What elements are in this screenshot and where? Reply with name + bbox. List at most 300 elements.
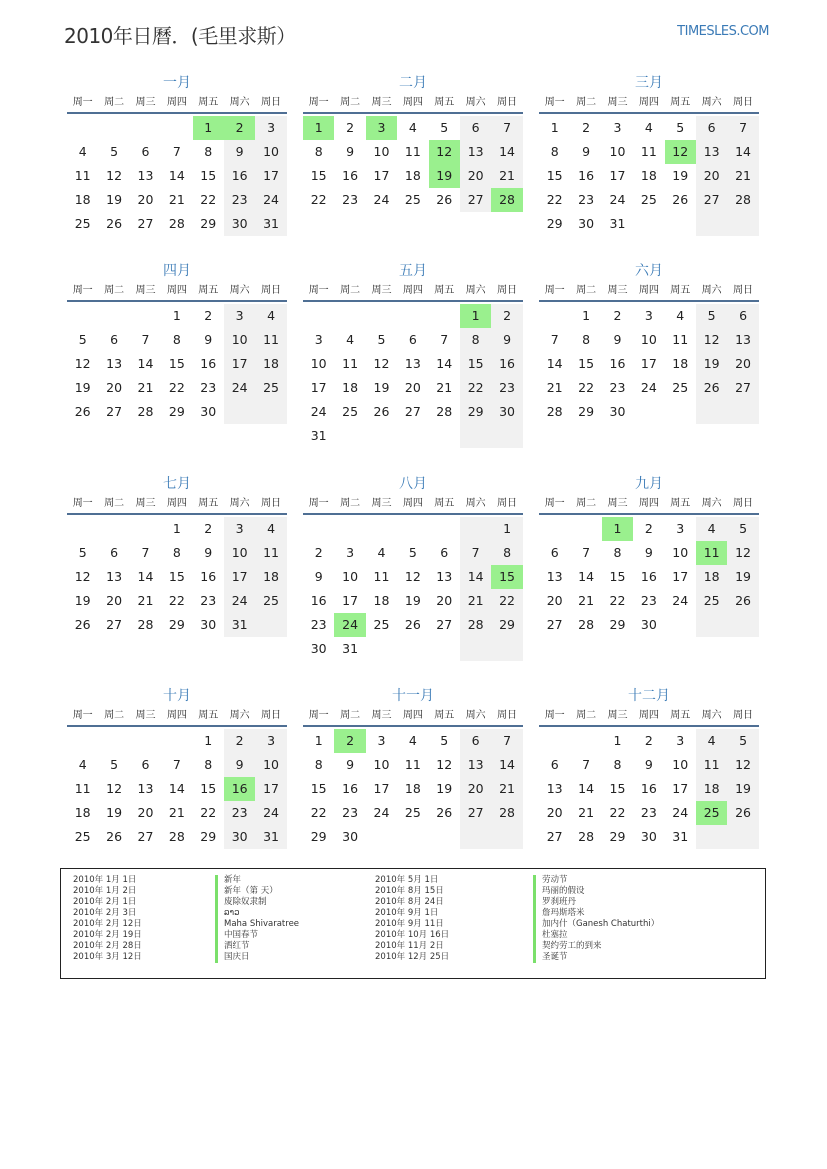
weekday-label: 周一 <box>72 498 93 509</box>
day-cell: 22 <box>200 192 217 207</box>
day-cell: 7 <box>460 541 491 565</box>
day-cell: 22 <box>491 589 522 613</box>
holiday-date: 2010年 1月 1日 <box>73 875 137 885</box>
weekday-label: 周六 <box>465 285 486 296</box>
empty-day-cell <box>696 825 727 849</box>
day-cell: 8 <box>613 545 622 560</box>
day-cell: 27 <box>137 216 154 231</box>
day-cell: 24 <box>672 593 689 608</box>
empty-day-cell <box>366 424 397 448</box>
day-grid <box>303 517 523 661</box>
day-cell: 12 <box>404 569 421 584</box>
month-calendar <box>539 72 759 236</box>
empty-day-cell <box>397 424 428 448</box>
weekday-label: 周日 <box>261 498 282 509</box>
month-name: 八月 <box>399 476 427 492</box>
day-cell: 8 <box>582 332 591 347</box>
weekday-label: 周四 <box>166 97 187 108</box>
weekday-header <box>303 94 523 114</box>
day-cell: 6 <box>550 545 559 560</box>
holiday-date: 2010年 11月 2日 <box>375 941 444 951</box>
day-cell: 28 <box>168 216 185 231</box>
day-cell: 26 <box>106 216 123 231</box>
month-calendar <box>303 72 523 212</box>
empty-day-cell <box>161 116 192 140</box>
day-cell: 25 <box>255 376 286 400</box>
day-cell: 27 <box>460 188 491 212</box>
empty-day-cell <box>255 613 286 637</box>
weekday-label: 周一 <box>544 498 565 509</box>
day-cell: 13 <box>546 781 563 796</box>
day-cell: 30 <box>200 617 217 632</box>
day-cell: 22 <box>546 192 563 207</box>
empty-day-cell <box>67 517 98 541</box>
day-cell: 17 <box>373 168 390 183</box>
holiday-date: 2010年 5月 1日 <box>375 875 439 885</box>
day-grid <box>303 116 523 212</box>
day-cell: 19 <box>727 777 758 801</box>
day-cell: 27 <box>546 829 563 844</box>
day-cell: 16 <box>342 781 359 796</box>
day-cell: 10 <box>672 757 689 772</box>
day-cell: 3 <box>255 116 286 140</box>
day-cell: 23 <box>640 593 657 608</box>
day-cell: 14 <box>546 356 563 371</box>
day-cell: 24 <box>609 192 626 207</box>
day-cell: 17 <box>672 781 689 796</box>
day-cell: 20 <box>436 593 453 608</box>
weekday-label: 周五 <box>670 710 691 721</box>
day-cell: 20 <box>404 380 421 395</box>
day-cell: 19 <box>74 380 91 395</box>
day-cell: 26 <box>74 617 91 632</box>
day-cell: 21 <box>578 593 595 608</box>
weekday-label: 周一 <box>544 710 565 721</box>
day-cell: 29 <box>168 404 185 419</box>
holiday-name: 加内什（Ganesh Chaturthi） <box>533 919 659 930</box>
holiday-date: 2010年 9月 11日 <box>375 919 444 929</box>
holiday-name: 契约劳工的到来 <box>533 941 659 952</box>
day-cell: 5 <box>676 120 685 135</box>
day-cell: 19 <box>404 593 421 608</box>
empty-day-cell <box>429 304 460 328</box>
day-cell: 24 <box>672 805 689 820</box>
holiday-name: 废除奴隶制 <box>215 897 299 908</box>
holiday-names-col-1 <box>215 875 299 963</box>
day-cell: 23 <box>310 617 327 632</box>
weekday-label: 周四 <box>402 710 423 721</box>
site-link[interactable]: TIMESLES.COM <box>677 24 769 39</box>
day-cell: 20 <box>727 352 758 376</box>
day-cell: 16 <box>200 569 217 584</box>
empty-day-cell <box>665 212 696 236</box>
weekday-label: 周五 <box>198 285 219 296</box>
day-cell: 7 <box>491 729 522 753</box>
day-cell: 24 <box>255 188 286 212</box>
weekday-label: 周一 <box>308 285 329 296</box>
day-cell: 30 <box>310 641 327 656</box>
month-calendar <box>539 685 759 849</box>
empty-day-cell <box>98 116 129 140</box>
weekday-label: 周日 <box>261 97 282 108</box>
day-cell: 8 <box>204 757 213 772</box>
weekday-label: 周六 <box>229 285 250 296</box>
day-grid <box>539 116 759 236</box>
day-cell: 15 <box>168 356 185 371</box>
day-cell: 18 <box>74 805 91 820</box>
day-cell: 13 <box>404 356 421 371</box>
holiday-date: 2010年 2月 19日 <box>73 930 142 940</box>
day-cell: 14 <box>137 356 154 371</box>
day-cell: 4 <box>408 733 417 748</box>
weekday-label: 周一 <box>308 498 329 509</box>
holiday-day-cell: 1 <box>303 116 334 140</box>
day-cell: 18 <box>255 352 286 376</box>
weekday-label: 周五 <box>670 498 691 509</box>
day-cell: 3 <box>676 733 685 748</box>
day-cell: 18 <box>640 168 657 183</box>
day-cell: 26 <box>436 192 453 207</box>
holiday-name: 杜塞拉 <box>533 930 659 941</box>
day-cell: 3 <box>676 521 685 536</box>
day-cell: 18 <box>404 781 421 796</box>
day-cell: 21 <box>578 805 595 820</box>
holiday-date: 2010年 9月 1日 <box>375 908 439 918</box>
day-cell: 18 <box>696 777 727 801</box>
weekday-header <box>303 707 523 727</box>
day-cell: 29 <box>310 829 327 844</box>
day-grid <box>303 729 523 849</box>
day-grid <box>67 116 287 236</box>
day-cell: 17 <box>255 164 286 188</box>
day-cell: 14 <box>168 168 185 183</box>
day-cell: 17 <box>672 569 689 584</box>
holiday-name: 新年 <box>215 875 299 886</box>
day-cell: 14 <box>491 753 522 777</box>
day-cell: 1 <box>204 733 213 748</box>
day-cell: 5 <box>696 304 727 328</box>
day-cell: 15 <box>310 781 327 796</box>
empty-day-cell <box>130 116 161 140</box>
day-cell: 5 <box>110 757 119 772</box>
day-cell: 23 <box>342 805 359 820</box>
holiday-name: 罗刹班丹 <box>533 897 659 908</box>
day-cell: 9 <box>644 545 653 560</box>
weekday-label: 周三 <box>135 97 156 108</box>
day-cell: 19 <box>696 352 727 376</box>
empty-day-cell <box>429 637 460 661</box>
day-grid <box>67 517 287 637</box>
day-cell: 17 <box>224 565 255 589</box>
day-cell: 29 <box>546 216 563 231</box>
month-calendar <box>303 685 523 849</box>
day-cell: 29 <box>200 829 217 844</box>
day-cell: 6 <box>141 144 150 159</box>
day-cell: 31 <box>224 613 255 637</box>
day-cell: 30 <box>224 212 255 236</box>
day-cell: 18 <box>404 168 421 183</box>
month-name: 十二月 <box>628 688 670 704</box>
day-cell: 27 <box>436 617 453 632</box>
day-cell: 9 <box>644 757 653 772</box>
day-cell: 8 <box>460 328 491 352</box>
holiday-day-cell: 11 <box>696 541 727 565</box>
day-cell: 24 <box>640 380 657 395</box>
weekday-label: 周一 <box>72 97 93 108</box>
day-cell: 26 <box>696 376 727 400</box>
day-cell: 19 <box>373 380 390 395</box>
empty-day-cell <box>460 424 491 448</box>
day-cell: 11 <box>672 332 689 347</box>
empty-day-cell <box>397 637 428 661</box>
day-cell: 4 <box>408 120 417 135</box>
month-name: 二月 <box>399 75 427 91</box>
day-cell: 29 <box>609 829 626 844</box>
weekday-label: 周六 <box>701 285 722 296</box>
empty-day-cell <box>67 729 98 753</box>
empty-day-cell <box>460 517 491 541</box>
day-cell: 16 <box>342 168 359 183</box>
holiday-name: 玛丽的假设 <box>533 886 659 897</box>
day-cell: 21 <box>727 164 758 188</box>
day-cell: 5 <box>377 332 386 347</box>
day-cell: 31 <box>672 829 689 844</box>
empty-day-cell <box>460 825 491 849</box>
empty-day-cell <box>696 400 727 424</box>
holiday-name: ລາວ <box>215 908 299 919</box>
day-cell: 28 <box>436 404 453 419</box>
day-cell: 2 <box>314 545 323 560</box>
weekday-header <box>303 282 523 302</box>
weekday-label: 周一 <box>308 97 329 108</box>
day-cell: 18 <box>672 356 689 371</box>
day-cell: 19 <box>672 168 689 183</box>
day-cell: 4 <box>346 332 355 347</box>
empty-day-cell <box>130 729 161 753</box>
weekday-label: 周三 <box>371 498 392 509</box>
day-cell: 25 <box>404 192 421 207</box>
holiday-name: 中国春节 <box>215 930 299 941</box>
day-cell: 15 <box>200 781 217 796</box>
day-cell: 7 <box>550 332 559 347</box>
day-cell: 8 <box>204 144 213 159</box>
day-cell: 19 <box>436 781 453 796</box>
weekday-label: 周二 <box>576 285 597 296</box>
day-cell: 24 <box>373 805 390 820</box>
day-cell: 23 <box>640 805 657 820</box>
weekday-label: 周五 <box>670 97 691 108</box>
day-cell: 14 <box>578 781 595 796</box>
empty-day-cell <box>130 304 161 328</box>
empty-day-cell <box>255 400 286 424</box>
day-cell: 11 <box>74 168 91 183</box>
weekday-header <box>67 495 287 515</box>
day-cell: 15 <box>168 569 185 584</box>
day-cell: 5 <box>408 545 417 560</box>
day-cell: 8 <box>491 541 522 565</box>
day-cell: 23 <box>491 376 522 400</box>
day-cell: 1 <box>613 733 622 748</box>
day-cell: 8 <box>172 332 181 347</box>
empty-day-cell <box>727 613 758 637</box>
holiday-day-cell: 2 <box>334 729 365 753</box>
day-cell: 8 <box>314 757 323 772</box>
day-cell: 13 <box>460 140 491 164</box>
day-cell: 30 <box>578 216 595 231</box>
day-cell: 13 <box>460 753 491 777</box>
month-name: 六月 <box>635 263 663 279</box>
day-cell: 3 <box>613 120 622 135</box>
day-cell: 17 <box>609 168 626 183</box>
day-cell: 29 <box>578 404 595 419</box>
day-cell: 4 <box>377 545 386 560</box>
day-cell: 11 <box>342 356 359 371</box>
month-calendar <box>303 260 523 448</box>
day-cell: 13 <box>137 168 154 183</box>
weekday-label: 周三 <box>371 710 392 721</box>
weekday-label: 周二 <box>104 285 125 296</box>
day-cell: 21 <box>546 380 563 395</box>
day-cell: 24 <box>224 376 255 400</box>
weekday-label: 周日 <box>497 710 518 721</box>
day-cell: 6 <box>110 545 119 560</box>
day-cell: 8 <box>613 757 622 772</box>
holiday-date: 2010年 2月 1日 <box>73 897 137 907</box>
day-cell: 20 <box>696 164 727 188</box>
weekday-label: 周五 <box>670 285 691 296</box>
day-cell: 14 <box>137 569 154 584</box>
day-cell: 28 <box>491 801 522 825</box>
weekday-label: 周二 <box>104 97 125 108</box>
day-cell: 15 <box>460 352 491 376</box>
day-cell: 16 <box>310 593 327 608</box>
day-cell: 5 <box>78 545 87 560</box>
empty-day-cell <box>429 517 460 541</box>
day-cell: 2 <box>491 304 522 328</box>
day-cell: 6 <box>550 757 559 772</box>
weekday-label: 周一 <box>72 285 93 296</box>
day-grid <box>67 729 287 849</box>
day-cell: 23 <box>609 380 626 395</box>
weekday-label: 周三 <box>135 710 156 721</box>
day-cell: 10 <box>255 753 286 777</box>
day-cell: 28 <box>137 617 154 632</box>
day-cell: 8 <box>172 545 181 560</box>
day-cell: 14 <box>491 140 522 164</box>
weekday-label: 周日 <box>261 710 282 721</box>
day-grid <box>539 729 759 849</box>
empty-day-cell <box>570 517 601 541</box>
day-cell: 2 <box>224 729 255 753</box>
day-cell: 30 <box>342 829 359 844</box>
day-cell: 12 <box>106 781 123 796</box>
day-cell: 7 <box>172 144 181 159</box>
day-cell: 19 <box>106 192 123 207</box>
day-cell: 21 <box>491 164 522 188</box>
day-grid <box>539 517 759 637</box>
day-cell: 23 <box>342 192 359 207</box>
day-cell: 17 <box>373 781 390 796</box>
day-cell: 17 <box>342 593 359 608</box>
day-cell: 9 <box>346 757 355 772</box>
weekday-label: 周五 <box>198 710 219 721</box>
day-cell: 2 <box>644 521 653 536</box>
weekday-label: 周五 <box>434 97 455 108</box>
day-cell: 16 <box>640 781 657 796</box>
empty-day-cell <box>633 400 664 424</box>
day-cell: 26 <box>373 404 390 419</box>
day-cell: 20 <box>546 805 563 820</box>
day-cell: 13 <box>436 569 453 584</box>
empty-day-cell <box>696 613 727 637</box>
empty-day-cell <box>303 304 334 328</box>
day-cell: 30 <box>640 617 657 632</box>
weekday-label: 周二 <box>340 97 361 108</box>
month-calendar <box>67 72 287 236</box>
day-cell: 20 <box>460 164 491 188</box>
holiday-dates-col-1 <box>73 875 142 963</box>
day-cell: 3 <box>346 545 355 560</box>
day-grid <box>303 304 523 448</box>
holiday-list <box>60 868 766 979</box>
day-cell: 29 <box>200 216 217 231</box>
day-cell: 16 <box>640 569 657 584</box>
month-name: 十月 <box>163 688 191 704</box>
weekday-label: 周日 <box>733 97 754 108</box>
weekday-label: 周一 <box>308 710 329 721</box>
day-grid <box>539 304 759 424</box>
weekday-label: 周三 <box>135 498 156 509</box>
empty-day-cell <box>491 825 522 849</box>
day-cell: 7 <box>727 116 758 140</box>
day-cell: 10 <box>373 144 390 159</box>
day-cell: 14 <box>578 569 595 584</box>
empty-day-cell <box>539 729 570 753</box>
day-cell: 20 <box>460 777 491 801</box>
day-cell: 10 <box>609 144 626 159</box>
day-cell: 3 <box>224 517 255 541</box>
holiday-day-cell: 1 <box>460 304 491 328</box>
weekday-label: 周六 <box>701 498 722 509</box>
weekday-label: 周二 <box>340 498 361 509</box>
weekday-label: 周三 <box>135 285 156 296</box>
day-cell: 3 <box>255 729 286 753</box>
day-cell: 17 <box>255 777 286 801</box>
day-cell: 27 <box>106 617 123 632</box>
day-cell: 28 <box>578 829 595 844</box>
weekday-label: 周五 <box>198 498 219 509</box>
day-cell: 28 <box>137 404 154 419</box>
day-cell: 25 <box>74 829 91 844</box>
page-title: 2010年日曆．(毛里求斯） <box>64 24 296 48</box>
day-cell: 4 <box>696 517 727 541</box>
day-cell: 21 <box>168 192 185 207</box>
empty-day-cell <box>665 400 696 424</box>
empty-day-cell <box>366 825 397 849</box>
holiday-date: 2010年 12月 25日 <box>375 952 450 962</box>
holiday-date: 2010年 1月 2日 <box>73 886 137 896</box>
day-cell: 25 <box>255 589 286 613</box>
day-cell: 25 <box>404 805 421 820</box>
day-cell: 9 <box>224 140 255 164</box>
day-cell: 5 <box>440 733 449 748</box>
month-name: 四月 <box>163 263 191 279</box>
day-cell: 29 <box>491 613 522 637</box>
day-cell: 11 <box>255 328 286 352</box>
empty-day-cell <box>696 212 727 236</box>
day-cell: 14 <box>460 565 491 589</box>
day-cell: 18 <box>342 380 359 395</box>
